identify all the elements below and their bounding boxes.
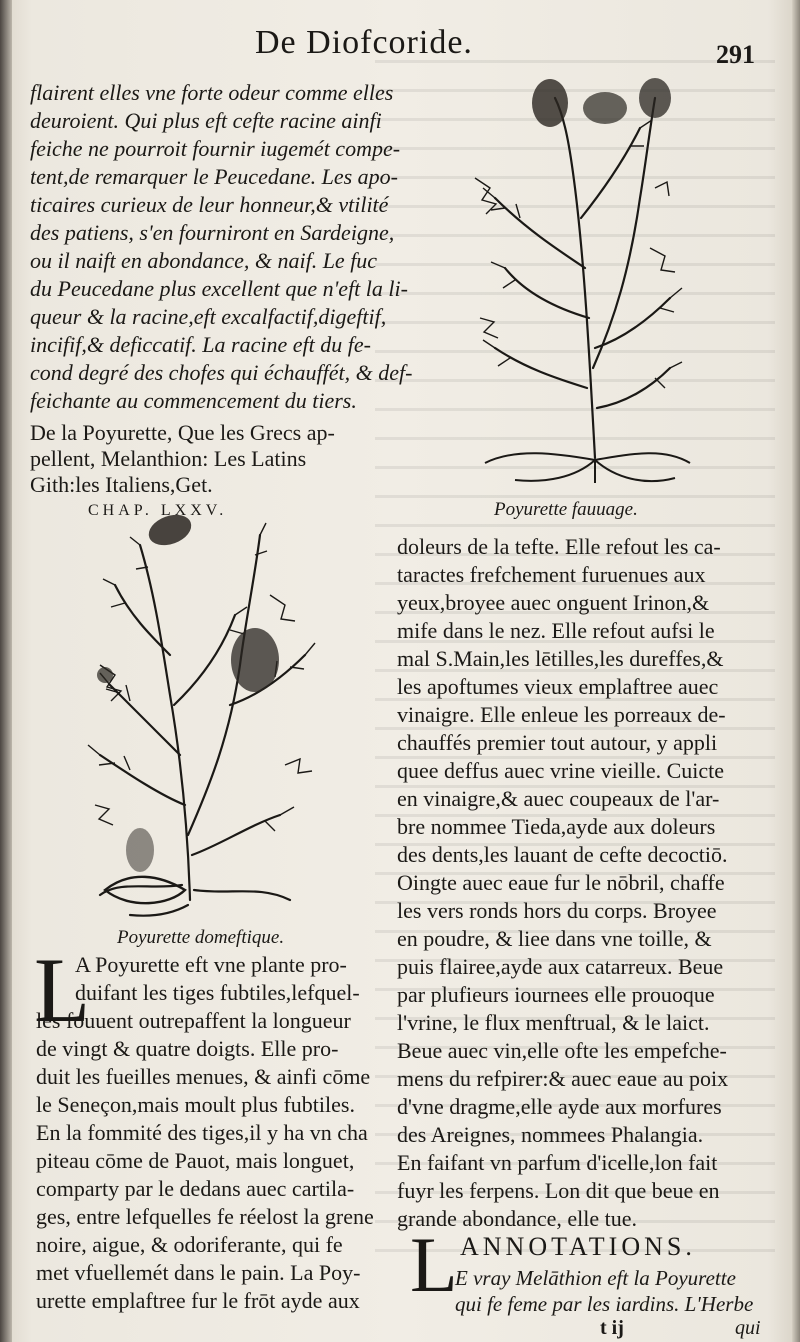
text-line: les apoftumes vieux emplaftree auec bbox=[397, 674, 719, 699]
text-line: chauffés premier tout autour, y appli bbox=[397, 730, 718, 755]
text-line: en poudre, & liee dans vne toille, & bbox=[397, 926, 712, 951]
text-line: fuyr les ferpens. Lon dit que beue en bbox=[397, 1178, 720, 1203]
text-line: mens du refpirer:& auec eaue au poix bbox=[397, 1066, 729, 1091]
text-line: cond degré des chofes qui échauffét, & def- bbox=[30, 360, 413, 385]
text-line: bre nommee Tieda,ayde aux doleurs bbox=[397, 814, 716, 839]
text-line: duifant les tiges fubtiles,lefquel- bbox=[75, 980, 360, 1005]
chapter-title-line: pellent, Melanthion: Les Latins bbox=[30, 446, 307, 471]
text-line: ou il naift en abondance, & naif. Le fuc bbox=[30, 248, 378, 273]
text-line: doleurs de la tefte. Elle refout les ca- bbox=[397, 534, 721, 559]
drop-cap-right: L bbox=[410, 1221, 458, 1308]
text-line: A Poyurette eft vne plante pro- bbox=[75, 952, 347, 977]
page-edge bbox=[792, 0, 800, 1342]
text-line: l'vrine, le flux menftrual, & le laict. bbox=[397, 1010, 710, 1035]
text-line: deuroient. Qui plus eft cefte racine ainfi bbox=[30, 108, 382, 133]
poyurette-sauvage-woodcut bbox=[455, 68, 695, 498]
annotation-line: qui fe feme par les iardins. L'Herbe bbox=[455, 1292, 754, 1316]
text-line: tent,de remarquer le Peucedane. Les apo- bbox=[30, 164, 398, 189]
text-line: le Seneçon,mais moult plus fubtiles. bbox=[36, 1092, 355, 1117]
text-line: feiche ne pourroit fournir iugemét compe- bbox=[30, 136, 401, 161]
text-line: mife dans le nez. Elle refout aufsi le bbox=[397, 618, 715, 643]
text-line: taractes frefchement furuenues aux bbox=[397, 562, 706, 587]
annotations-heading: ANNOTATIONS. bbox=[460, 1232, 696, 1261]
text-line: Oingte auec eaue fur le nōbril, chaffe bbox=[397, 870, 725, 895]
text-line: En la fommité des tiges,il y ha vn cha bbox=[36, 1120, 368, 1145]
text-line: par plufieurs iournees elle prouoque bbox=[397, 982, 715, 1007]
annotation-line: E vray Melāthion eft la Poyurette bbox=[455, 1266, 736, 1290]
text-line: ticaires curieux de leur honneur,& vtilité bbox=[30, 192, 389, 217]
text-line: des Areignes, nommees Phalangia. bbox=[397, 1122, 704, 1147]
chapter-number: CHAP. LXXV. bbox=[88, 502, 228, 519]
text-line: de vingt & quatre doigts. Elle pro- bbox=[36, 1036, 339, 1061]
text-line: piteau cōme de Pauot, mais longuet, bbox=[36, 1148, 355, 1173]
page-number: 291 bbox=[716, 40, 755, 69]
poyurette-domestique-woodcut bbox=[70, 502, 330, 920]
text-line: les fouuent outrepaffent la longueur bbox=[36, 1008, 351, 1033]
text-line: vinaigre. Elle enleue les porreaux de- bbox=[397, 702, 726, 727]
signature-mark: t ij bbox=[600, 1317, 624, 1339]
chapter-title-line: Gith:les Italiens,Get. bbox=[30, 472, 213, 497]
caption-left: Poyurette domeftique. bbox=[117, 927, 285, 948]
text-line: les vers ronds hors du corps. Broyee bbox=[397, 898, 717, 923]
text-line: grande abondance, elle tue. bbox=[397, 1206, 638, 1231]
text-line: mal S.Main,les lētilles,les dureffes,& bbox=[397, 646, 724, 671]
caption-right: Poyurette fauuage. bbox=[494, 499, 638, 520]
text-line: du Peucedane plus excellent que n'eft la li- bbox=[30, 276, 408, 301]
text-line: duit les fueilles menues, & ainfi cōme bbox=[36, 1064, 371, 1089]
text-line: ges, entre lefquelles fe réelost la grene bbox=[36, 1204, 374, 1229]
catchword: qui bbox=[735, 1317, 761, 1339]
text-line: queur & la racine,eft excalfactif,digeftif, bbox=[30, 304, 387, 329]
text-line: puis flairee,ayde aux catarreux. Beue bbox=[397, 954, 724, 979]
text-line: d'vne dragme,elle ayde aux morfures bbox=[397, 1094, 722, 1119]
text-line: des dents,les lauant de cefte decoctiō. bbox=[397, 842, 728, 867]
text-line: feichante au commencement du tiers. bbox=[30, 388, 357, 413]
text-line: urette emplaftree fur le frōt ayde aux bbox=[36, 1288, 360, 1313]
text-line: comparty par le dedans auec cartila- bbox=[36, 1176, 355, 1201]
running-head: De Diofcoride. bbox=[255, 24, 473, 61]
text-line: met vfuellemét dans le pain. La Poy- bbox=[36, 1260, 361, 1285]
text-line: yeux,broyee auec onguent Irinon,& bbox=[397, 590, 710, 615]
text-line: en vinaigre,& auec coupeaux de l'ar- bbox=[397, 786, 720, 811]
text-line: des patiens, s'en fourniront en Sardeigne, bbox=[30, 220, 395, 245]
text-line: En faifant vn parfum d'icelle,lon fait bbox=[397, 1150, 718, 1175]
book-gutter-shadow bbox=[0, 0, 12, 1342]
drop-cap-left: L bbox=[34, 939, 91, 1041]
chapter-title-line: De la Poyurette, Que les Grecs ap- bbox=[30, 420, 335, 445]
text-line: flairent elles vne forte odeur comme elles bbox=[30, 80, 394, 105]
text-line: quee deffus auec vrine vieille. Cuicte bbox=[397, 758, 725, 783]
text-line: Beue auec vin,elle ofte les empefche- bbox=[397, 1038, 727, 1063]
text-line: incifif,& deficcatif. La racine eft du fe- bbox=[30, 332, 371, 357]
text-line: noire, aigue, & odoriferante, qui fe bbox=[36, 1232, 343, 1257]
